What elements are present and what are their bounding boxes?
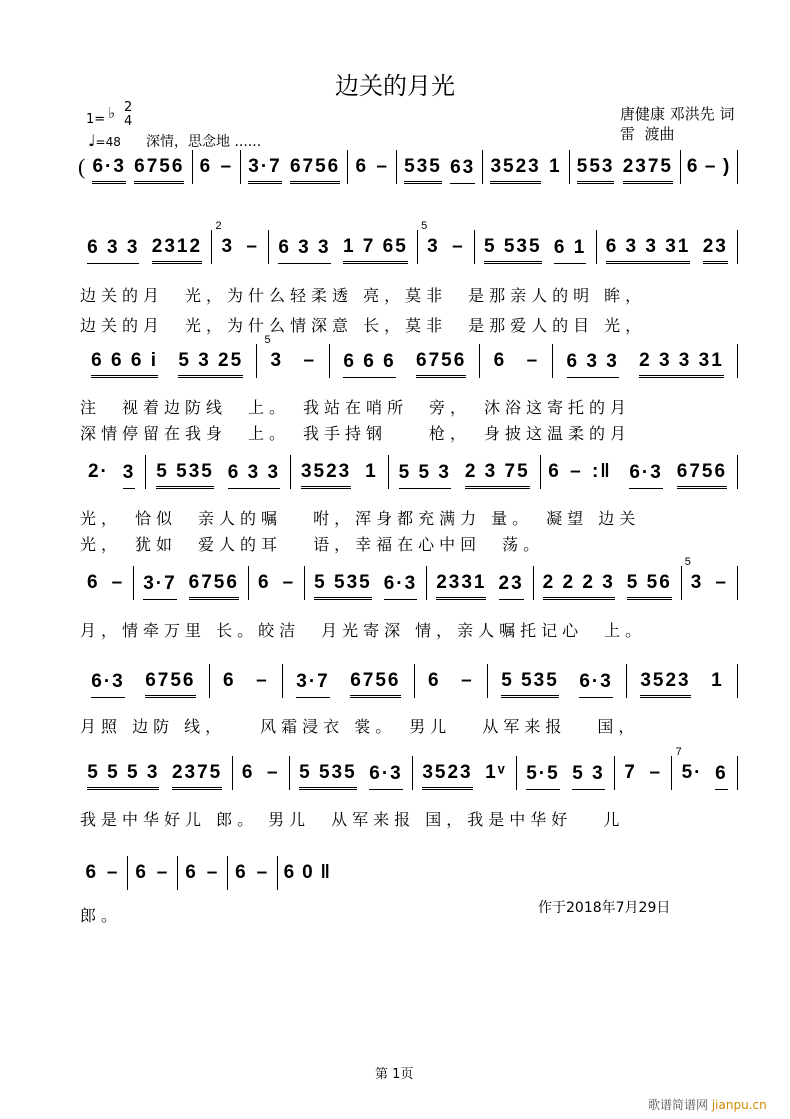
note-text: 5 56 xyxy=(626,572,672,593)
note-text: 63 xyxy=(450,157,476,178)
note-group xyxy=(629,462,662,489)
watermark xyxy=(648,1096,767,1113)
note-text: – xyxy=(649,762,663,783)
note-group xyxy=(549,156,562,184)
note-group xyxy=(321,862,332,890)
lyric-line: 郎。 xyxy=(80,906,123,925)
measure xyxy=(534,566,682,600)
note-group xyxy=(711,670,724,698)
note-text: 1 7 65 xyxy=(342,236,408,257)
note-text: 2375 xyxy=(622,156,673,177)
note-group xyxy=(490,156,540,184)
note-group xyxy=(649,762,662,790)
note-group xyxy=(301,461,351,489)
note-text: 3 xyxy=(270,350,284,371)
open-parenthesis: ( xyxy=(78,154,86,179)
note-group xyxy=(91,350,158,378)
note-group xyxy=(499,573,524,600)
measure xyxy=(278,856,338,890)
note-group xyxy=(579,671,612,698)
measure xyxy=(418,220,475,264)
note-group xyxy=(687,156,700,184)
note-group xyxy=(606,236,691,264)
watermark-en: jianpu.cn xyxy=(711,1098,767,1112)
note-text: 6756 xyxy=(188,572,239,593)
music-system xyxy=(78,150,738,184)
note-group xyxy=(715,572,728,600)
note-text: – xyxy=(206,862,220,883)
measure xyxy=(178,856,228,890)
note-group xyxy=(223,670,236,698)
note-group xyxy=(715,763,728,790)
note-group xyxy=(369,763,402,790)
note-group xyxy=(640,670,690,698)
note-group xyxy=(494,350,507,378)
note-text: 6 xyxy=(257,572,271,593)
measure xyxy=(627,664,738,698)
time-top: 2 xyxy=(124,100,133,115)
note-text: 3 xyxy=(221,236,235,257)
music-system xyxy=(78,334,738,378)
note-group xyxy=(267,762,280,790)
note-group xyxy=(87,237,139,264)
measure xyxy=(541,455,620,489)
note-group xyxy=(384,573,417,600)
note-text: – xyxy=(256,670,269,691)
music-system xyxy=(78,220,738,264)
note-group xyxy=(624,762,637,790)
note-group xyxy=(107,862,120,890)
note-group xyxy=(465,461,530,489)
note-text: 6756 xyxy=(289,156,341,177)
measure xyxy=(290,756,413,790)
note-group xyxy=(290,156,340,184)
note-text: 2375 xyxy=(171,762,223,783)
note-text: 2· xyxy=(87,461,109,482)
expression-marking: 深情，思念地 ...... xyxy=(146,134,262,150)
note-group xyxy=(278,237,330,264)
note-text: 5 535 xyxy=(314,572,372,593)
note-group xyxy=(376,156,389,184)
note-group xyxy=(248,156,281,184)
measure xyxy=(415,664,488,698)
note-group xyxy=(577,156,615,184)
note-text: 2 2 2 3 xyxy=(542,572,615,593)
note-text: – xyxy=(303,350,317,371)
note-text: 1 xyxy=(365,461,378,482)
note-group xyxy=(422,762,472,790)
measure xyxy=(78,856,128,890)
note-text: – xyxy=(111,572,125,593)
note-text: – xyxy=(570,461,583,482)
note-group xyxy=(343,351,395,378)
note-text: 7 xyxy=(624,762,637,783)
measure xyxy=(228,856,278,890)
note-group xyxy=(123,462,136,489)
note-group xyxy=(92,156,125,184)
lyric-line: 我是中华好儿 郎。 男儿 从军来报 国，我是中华好 儿 xyxy=(80,810,625,829)
note-text: 2 3 3 31 xyxy=(639,350,724,371)
key-signature: 1= xyxy=(86,112,106,127)
measure xyxy=(78,566,134,600)
note-group xyxy=(570,461,583,489)
note-text: 1 xyxy=(711,670,724,691)
note-group xyxy=(450,157,475,184)
measure xyxy=(619,455,738,489)
measure xyxy=(483,150,569,184)
music-system xyxy=(78,556,738,600)
measure xyxy=(305,566,427,600)
note-group xyxy=(627,572,672,600)
note-text: 6 xyxy=(241,762,255,783)
note-text: 6 xyxy=(548,461,561,482)
note-text: 5 3 25 xyxy=(178,350,244,371)
note-text: 6·3 xyxy=(579,671,613,692)
note-group xyxy=(461,670,474,698)
note-group xyxy=(303,350,316,378)
lyricist: 唐健康 邓洪先 词 xyxy=(620,105,735,123)
note-text: 6 3 3 xyxy=(566,351,619,372)
note-text: – xyxy=(256,862,270,883)
note-group xyxy=(299,762,357,790)
note-group xyxy=(484,236,542,264)
note-text: 6 xyxy=(199,156,213,177)
note-group xyxy=(416,350,466,378)
note-text: 6756 xyxy=(676,461,728,482)
measure xyxy=(488,664,627,698)
music-system xyxy=(78,856,338,890)
note-text: 23 xyxy=(498,573,524,594)
grace-note: 7 xyxy=(675,746,684,758)
note-text: 6756 xyxy=(134,156,185,177)
lyric-line: 深情停留在我身 上。 我手持钢 枪， 身披这温柔的月 xyxy=(80,424,632,443)
note-group xyxy=(428,670,441,698)
measure xyxy=(146,455,291,489)
time-signature xyxy=(124,101,132,129)
note-group xyxy=(242,762,255,790)
flat-sign: ♭ xyxy=(108,104,116,122)
note-group xyxy=(703,236,728,264)
note-text: 5 535 xyxy=(299,762,357,783)
lyric-line: 光， 恰似 亲人的嘱 咐，浑身都充满力 量。 凝望 边关 xyxy=(80,509,641,528)
note-text: 2331 xyxy=(436,572,487,593)
note-text: 6 xyxy=(87,572,100,593)
note-text: 6 xyxy=(185,862,198,883)
lyric-line: 注 视着边防线 上。 我站在哨所 旁， 沐浴这寄托的月 xyxy=(80,398,632,417)
measure xyxy=(615,756,672,790)
note-group xyxy=(134,156,184,184)
measure xyxy=(681,150,738,184)
note-text: 5 5 3 xyxy=(398,462,451,483)
note-group xyxy=(283,572,296,600)
note-group xyxy=(677,461,727,489)
measure xyxy=(291,455,389,489)
music-system xyxy=(78,746,738,790)
measure xyxy=(570,150,681,184)
measure xyxy=(210,664,283,698)
measure xyxy=(78,455,146,489)
note-group xyxy=(257,862,270,890)
note-text: 6 xyxy=(428,670,441,691)
measure xyxy=(78,756,233,790)
note-text: – xyxy=(526,350,540,371)
note-group xyxy=(705,156,718,184)
music-system xyxy=(78,455,738,489)
measure xyxy=(257,334,330,378)
note-text: 3·7 xyxy=(248,156,282,177)
note-group xyxy=(91,671,124,698)
measure xyxy=(348,150,397,184)
note-group xyxy=(185,862,198,890)
note-text: – xyxy=(220,156,234,177)
note-group xyxy=(501,670,559,698)
note-group xyxy=(228,462,280,489)
note-text: 6756 xyxy=(350,670,401,691)
note-group xyxy=(258,572,271,600)
measure xyxy=(480,344,553,378)
note-group xyxy=(350,670,400,698)
note-group xyxy=(527,350,540,378)
note-group xyxy=(302,862,315,890)
measure xyxy=(475,230,597,264)
measure xyxy=(212,220,269,264)
note-text: 3523 xyxy=(640,670,691,691)
note-text: – xyxy=(266,762,280,783)
note-text: 3·7 xyxy=(296,671,330,692)
note-group xyxy=(145,670,195,698)
grace-note: 5 xyxy=(264,334,273,346)
note-text: 553 xyxy=(576,156,615,177)
note-text: 23 xyxy=(702,236,728,257)
measure xyxy=(134,566,249,600)
tempo-value: =48 xyxy=(95,135,121,149)
note-text: – xyxy=(156,862,170,883)
note-group xyxy=(296,671,329,698)
measure xyxy=(233,756,290,790)
note-group xyxy=(172,762,222,790)
note-text: 3 xyxy=(427,236,440,257)
song-title: 边关的月光 xyxy=(335,72,455,100)
measure xyxy=(553,344,738,378)
watermark-cn: 歌谱简谱网 xyxy=(648,1098,709,1112)
note-text: – xyxy=(376,156,389,177)
note-text: 2 3 75 xyxy=(464,461,530,482)
note-group xyxy=(436,572,486,600)
note-group xyxy=(157,862,170,890)
note-text: 5 535 xyxy=(484,236,542,257)
note-group xyxy=(256,670,269,698)
note-group xyxy=(87,572,100,600)
note-group xyxy=(85,862,98,890)
note-group xyxy=(639,350,724,378)
note-group xyxy=(623,156,673,184)
lyric-line: 光， 犹如 爱人的耳 语，幸福在心中回 荡。 xyxy=(80,535,545,554)
measure xyxy=(517,756,615,790)
grace-note: 5 xyxy=(684,556,693,568)
note-group xyxy=(189,572,239,600)
note-text: 6 3 3 xyxy=(278,237,331,258)
note-text: 6 xyxy=(235,862,248,883)
note-text: 6 6 6 i xyxy=(91,350,158,371)
measure xyxy=(269,230,418,264)
note-group xyxy=(284,862,297,890)
note-group xyxy=(178,350,243,378)
note-group xyxy=(356,156,369,184)
note-group xyxy=(548,461,561,489)
note-group xyxy=(207,862,220,890)
note-text: 6·3 xyxy=(383,573,418,594)
note-group xyxy=(684,556,704,600)
note-text: 6·3 xyxy=(629,462,663,483)
note-text: 6 6 6 xyxy=(343,351,396,372)
note-text: – xyxy=(106,862,120,883)
note-group xyxy=(246,236,259,264)
note-text: – xyxy=(246,236,259,257)
note-group xyxy=(88,461,109,489)
note-text: – xyxy=(461,670,474,691)
quarter-note-icon: ♩ xyxy=(88,131,96,150)
note-text: 5 535 xyxy=(501,670,559,691)
note-group xyxy=(264,334,284,378)
note-text: 3 xyxy=(690,572,704,593)
measure xyxy=(597,230,739,264)
note-text: 5 3 xyxy=(572,763,605,784)
note-group xyxy=(220,156,233,184)
note-text: 6 3 3 31 xyxy=(605,236,691,257)
note-group xyxy=(675,746,703,790)
note-text: :‖ xyxy=(591,461,612,482)
note-text: 5 535 xyxy=(156,461,214,482)
grace-note: 2 xyxy=(215,220,224,232)
note-group xyxy=(452,236,465,264)
measure xyxy=(672,746,738,790)
note-text: 6 xyxy=(283,862,297,883)
note-group xyxy=(314,572,372,600)
note-text: 5·5 xyxy=(526,763,560,784)
note-text: 6 1 xyxy=(553,237,587,258)
note-text: 6 3 3 xyxy=(87,237,140,258)
note-group xyxy=(343,236,408,264)
note-text: 6·3 xyxy=(91,671,125,692)
note-group xyxy=(572,763,604,790)
note-text: 6 xyxy=(85,862,99,883)
measure xyxy=(249,566,305,600)
note-text: 6 xyxy=(686,156,700,177)
measure xyxy=(78,664,210,698)
note-text: – xyxy=(715,572,728,593)
note-text: 1ᵛ xyxy=(485,762,507,783)
note-group xyxy=(404,156,442,184)
measure xyxy=(85,150,192,184)
note-text: 6 xyxy=(493,350,507,371)
credits xyxy=(620,104,735,144)
measure xyxy=(682,556,738,600)
note-text: – xyxy=(452,236,465,257)
composition-date: 作于2018年7月29日 xyxy=(538,900,671,916)
measure xyxy=(413,756,517,790)
note-text: 535 xyxy=(404,156,442,177)
note-group xyxy=(592,461,612,489)
note-group xyxy=(156,461,214,489)
note-group xyxy=(723,156,731,184)
tempo-marking xyxy=(88,131,121,150)
note-text: – xyxy=(704,156,718,177)
lyric-line: 月，情牵万里 长。皎洁 月光寄深 情，亲人嘱托记心 上。 xyxy=(80,621,647,640)
note-text: 2312 xyxy=(151,236,203,257)
measure xyxy=(128,856,178,890)
note-text: 6756 xyxy=(145,670,196,691)
note-group xyxy=(421,220,440,264)
note-text: 1 xyxy=(548,156,562,177)
note-text: 6 xyxy=(135,862,148,883)
note-group xyxy=(365,461,378,489)
measure xyxy=(241,150,348,184)
note-group xyxy=(235,862,248,890)
note-group xyxy=(554,237,586,264)
note-group xyxy=(152,236,202,264)
note-text: 6 xyxy=(355,156,369,177)
measure xyxy=(397,150,483,184)
note-group xyxy=(215,220,235,264)
grace-note: 5 xyxy=(421,220,430,232)
note-group xyxy=(526,763,559,790)
note-text: 5 5 5 3 xyxy=(87,762,160,783)
note-text: 3523 xyxy=(490,156,541,177)
note-text: 6756 xyxy=(416,350,467,371)
measure xyxy=(283,664,415,698)
note-text: 6 3 3 xyxy=(227,462,281,483)
note-group xyxy=(200,156,213,184)
measure xyxy=(389,455,541,489)
note-text: 3523 xyxy=(422,762,473,783)
measure xyxy=(78,344,257,378)
note-text: 0 xyxy=(302,862,315,883)
note-group xyxy=(87,762,159,790)
lyric-line: 月照 边防 线， 风霜浸衣 裳。 男儿 从军来报 国， xyxy=(80,717,640,736)
note-group xyxy=(543,572,615,600)
note-text: ‖ xyxy=(320,862,333,883)
measure xyxy=(427,566,533,600)
note-text: ) xyxy=(722,156,732,177)
note-text: 5· xyxy=(681,762,703,783)
note-group xyxy=(567,351,619,378)
note-group xyxy=(112,572,125,600)
note-text: 6·3 xyxy=(92,156,126,177)
page-number: 第 1页 xyxy=(375,1067,414,1082)
note-text: 6·3 xyxy=(369,763,403,784)
note-text: 3·7 xyxy=(143,573,177,594)
measure xyxy=(330,344,480,378)
music-system xyxy=(78,664,738,698)
note-text: – xyxy=(282,572,296,593)
measure xyxy=(78,230,212,264)
lyric-line: 边关的月 光，为什么轻柔透 亮，莫非 是那亲人的明 眸， xyxy=(80,286,647,305)
time-bottom: 4 xyxy=(124,114,133,129)
note-text: 3523 xyxy=(300,461,352,482)
composer: 雷 渡曲 xyxy=(620,125,675,143)
lyric-line: 边关的月 光，为什么情深意 长，莫非 是那爱人的目 光， xyxy=(80,316,647,335)
note-text: 6 xyxy=(223,670,236,691)
note-text: 3 xyxy=(122,462,136,483)
note-group xyxy=(399,462,451,489)
note-group xyxy=(135,862,148,890)
note-group xyxy=(143,573,176,600)
measure xyxy=(193,150,242,184)
note-group xyxy=(485,762,506,790)
note-text: 6 xyxy=(715,763,728,784)
